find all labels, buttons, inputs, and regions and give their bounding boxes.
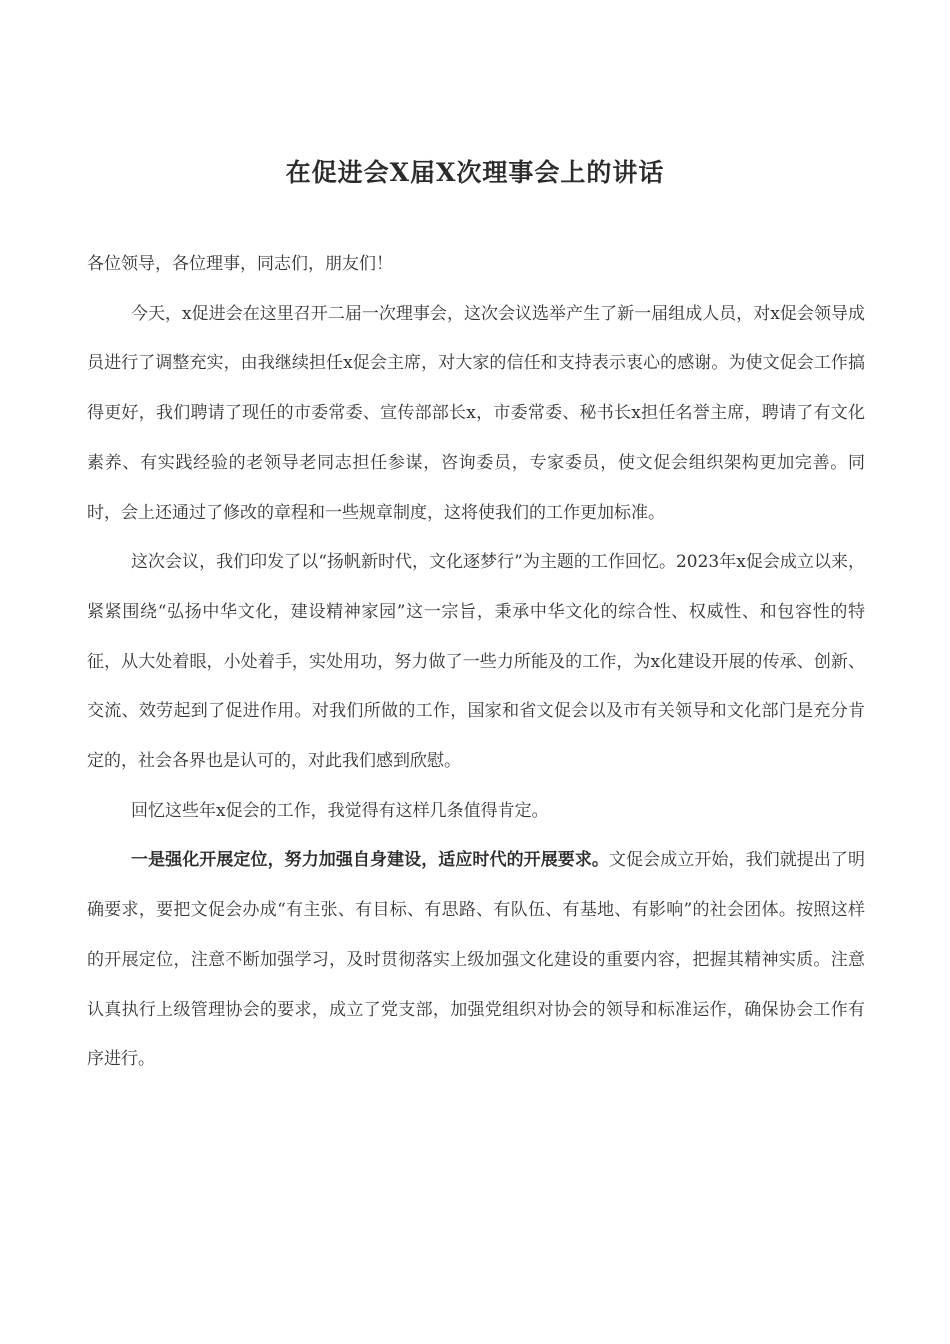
paragraph-point-one — [87, 836, 865, 1085]
salutation: 各位领导，各位理事，同志们，朋友们！ — [87, 254, 393, 274]
paragraph-opening — [87, 290, 865, 539]
paragraph-lead: 一是强化开展定位，努力加强自身建设，适应时代的开展要求。 — [131, 850, 609, 871]
paragraph-text: 回忆这些年x促会的工作，我觉得有这样几条值得肯定。 — [131, 800, 549, 821]
paragraph-text: 文促会成立开始，我们就提出了明确要求，要把文促会办成“有主张、有目标、有思路、有队伍、有基地、有影响”的社会团体。按照这样的开展定位，注意不断加强学习，及时贯彻落实上级加强文化建设的重要内容，把握其精神实质。注意认真执行上级管理协会的要求，成立了党支部，加强党组织对协会的领导和标准运作，确保协会工作有序进行。 — [87, 850, 865, 1070]
paragraph-text: 今天，x促进会在这里召开二届一次理事会，这次会议选举产生了新一届组成人员，对x促会领导成员进行了调整充实，由我继续担任x促会主席，对大家的信任和支持表示衷心的感谢。为使文促会工作搞得更好，我们聘请了现任的市委常委、宣传部部长x，市委常委、秘书长x担任名誉主席，聘请了有文化素养、有实践经验的老领导老同志担任参谋，咨询委员，专家委员，使文促会组织架构更加完善。同时，会上还通过了修改的章程和一些规章制度，这将使我们的工作更加标准。 — [87, 303, 865, 523]
paragraph-review — [87, 538, 865, 787]
paragraph-text: 这次会议，我们印发了以“扬帆新时代，文化逐梦行”为主题的工作回忆。2023年x促会成立以来，紧紧围绕“弘扬中华文化，建设精神家园”这一宗旨，秉承中华文化的综合性、权威性、和包容性的特征，从大处着眼，小处着手，实处用功，努力做了一些力所能及的工作，为x化建设开展的传承、创新、交流、效劳起到了促进作用。对我们所做的工作，国家和省文促会以及市有关领导和文化部门是充分肯定的，社会各界也是认可的，对此我们感到欣慰。 — [87, 552, 865, 772]
paragraph-summary — [87, 787, 865, 837]
document-body — [87, 240, 865, 1085]
document-title: 在促进会X届X次理事会上的讲话 — [285, 158, 665, 187]
